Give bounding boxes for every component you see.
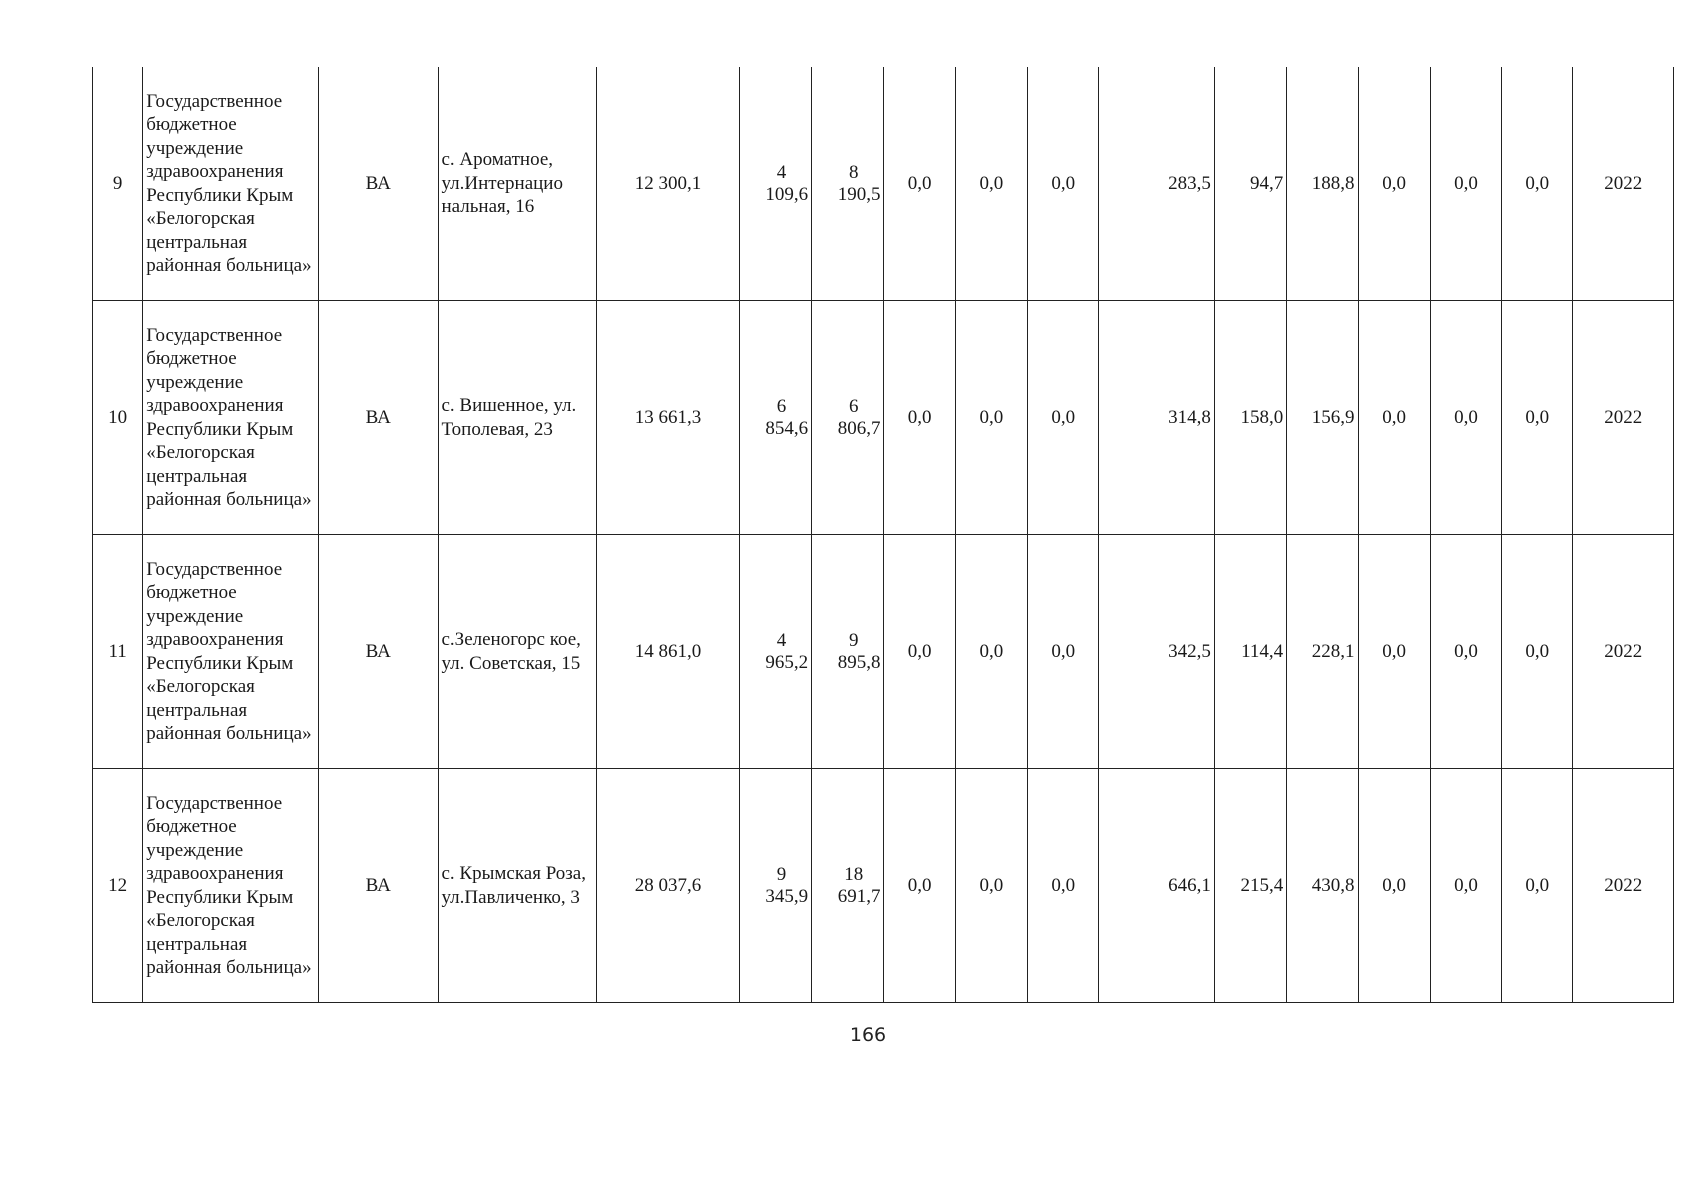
value-cell: 283,5 <box>1099 67 1215 301</box>
split-value-cell <box>812 301 884 535</box>
value-cell: 0,0 <box>955 301 1027 535</box>
split-value-cell <box>739 535 811 769</box>
value-cell: 0,0 <box>1358 301 1430 535</box>
split-value-cell <box>739 769 811 1003</box>
value-cell: 0,0 <box>1028 67 1099 301</box>
value-cell: 0,0 <box>955 535 1027 769</box>
split-value-cell <box>812 769 884 1003</box>
address: с.Зеленогорс кое, ул. Советская, 15 <box>438 535 597 769</box>
row-number: 12 <box>93 769 143 1003</box>
split-value-top: 6 <box>849 395 859 417</box>
data-table <box>92 67 1674 1003</box>
split-value-bottom: 345,9 <box>765 885 809 907</box>
value-cell: 0,0 <box>1502 301 1573 535</box>
split-value-cell <box>739 67 811 301</box>
total-value: 13 661,3 <box>597 301 740 535</box>
year-cell: 2022 <box>1573 67 1674 301</box>
value-cell: 0,0 <box>1358 535 1430 769</box>
split-value-top: 9 <box>849 629 859 651</box>
value-cell: 314,8 <box>1099 301 1215 535</box>
row-number: 11 <box>93 535 143 769</box>
institution-name: Государственное бюджетное учреждение здравоохранения Республики Крым «Белогорская центральная районная больница» <box>143 67 319 301</box>
year-cell: 2022 <box>1573 301 1674 535</box>
split-value-bottom: 854,6 <box>765 417 809 439</box>
value-cell: 0,0 <box>1028 301 1099 535</box>
value-cell: 0,0 <box>1502 535 1573 769</box>
value-cell: 114,4 <box>1214 535 1286 769</box>
total-value: 14 861,0 <box>597 535 740 769</box>
address: с. Ароматное, ул.Интернацио нальная, 16 <box>438 67 597 301</box>
split-value-top: 6 <box>776 395 787 417</box>
split-value-top: 4 <box>776 161 787 183</box>
split-value-bottom: 895,8 <box>837 651 881 673</box>
institution-name: Государственное бюджетное учреждение здравоохранения Республики Крым «Белогорская центральная районная больница» <box>143 301 319 535</box>
value-cell: 0,0 <box>884 301 955 535</box>
split-value-bottom: 965,2 <box>765 651 809 673</box>
split-value-top: 18 <box>844 863 864 885</box>
total-value: 12 300,1 <box>597 67 740 301</box>
value-cell: 646,1 <box>1099 769 1215 1003</box>
value-cell: 342,5 <box>1099 535 1215 769</box>
value-cell: 156,9 <box>1287 301 1358 535</box>
value-cell: 228,1 <box>1287 535 1358 769</box>
value-cell: 158,0 <box>1214 301 1286 535</box>
split-value-cell <box>739 301 811 535</box>
type-code: ВА <box>318 535 438 769</box>
page-number: 166 <box>849 1024 887 1046</box>
value-cell: 0,0 <box>1430 67 1501 301</box>
type-code: ВА <box>318 67 438 301</box>
value-cell: 0,0 <box>955 769 1027 1003</box>
value-cell: 0,0 <box>1358 67 1430 301</box>
table-row <box>93 67 1674 301</box>
type-code: ВА <box>318 769 438 1003</box>
value-cell: 0,0 <box>955 67 1027 301</box>
value-cell: 0,0 <box>884 769 955 1003</box>
split-value-top: 4 <box>776 629 787 651</box>
value-cell: 0,0 <box>884 67 955 301</box>
split-value-cell <box>812 67 884 301</box>
address: с. Крымская Роза, ул.Павличенко, 3 <box>438 769 597 1003</box>
split-value-bottom: 109,6 <box>765 183 809 205</box>
table-row <box>93 301 1674 535</box>
split-value-bottom: 806,7 <box>837 417 881 439</box>
value-cell: 0,0 <box>1430 535 1501 769</box>
institution-name: Государственное бюджетное учреждение здравоохранения Республики Крым «Белогорская центральная районная больница» <box>143 769 319 1003</box>
value-cell: 0,0 <box>1358 769 1430 1003</box>
value-cell: 188,8 <box>1287 67 1358 301</box>
value-cell: 0,0 <box>1502 67 1573 301</box>
value-cell: 0,0 <box>884 535 955 769</box>
address: с. Вишенное, ул. Тополевая, 23 <box>438 301 597 535</box>
table-row <box>93 535 1674 769</box>
institution-name: Государственное бюджетное учреждение здравоохранения Республики Крым «Белогорская центральная районная больница» <box>143 535 319 769</box>
row-number: 10 <box>93 301 143 535</box>
year-cell: 2022 <box>1573 535 1674 769</box>
value-cell: 430,8 <box>1287 769 1358 1003</box>
table-row <box>93 769 1674 1003</box>
split-value-top: 8 <box>849 161 859 183</box>
split-value-bottom: 691,7 <box>837 885 881 907</box>
value-cell: 0,0 <box>1430 769 1501 1003</box>
value-cell: 0,0 <box>1430 301 1501 535</box>
value-cell: 0,0 <box>1502 769 1573 1003</box>
year-cell: 2022 <box>1573 769 1674 1003</box>
type-code: ВА <box>318 301 438 535</box>
total-value: 28 037,6 <box>597 769 740 1003</box>
split-value-bottom: 190,5 <box>837 183 881 205</box>
split-value-cell <box>812 535 884 769</box>
split-value-top: 9 <box>776 863 787 885</box>
value-cell: 0,0 <box>1028 535 1099 769</box>
value-cell: 215,4 <box>1214 769 1286 1003</box>
value-cell: 94,7 <box>1214 67 1286 301</box>
value-cell: 0,0 <box>1028 769 1099 1003</box>
row-number: 9 <box>93 67 143 301</box>
